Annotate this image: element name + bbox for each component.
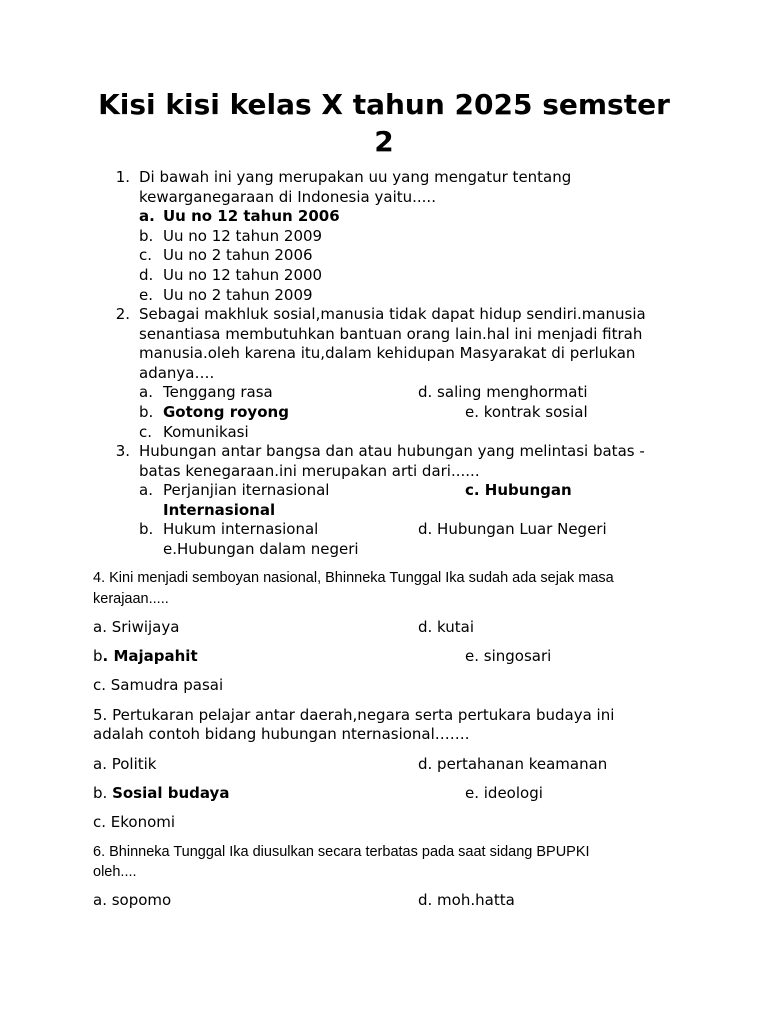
question-6-text-line-2: oleh.... [93, 864, 137, 880]
question-3-number: 3. [115, 442, 130, 460]
question-4-option-b-text: . Majapahit [102, 647, 198, 665]
question-2-option-b-letter: b. [139, 403, 154, 421]
question-2-option-c: Komunikasi [163, 423, 249, 441]
question-1-text-line-1: Di bawah ini yang merupakan uu yang mengatur tentang [139, 168, 572, 186]
question-6-text-line-1: 6. Bhinneka Tunggal Ika diusulkan secara terbatas pada saat sidang BPUPKI [93, 844, 590, 860]
question-1-option-a-letter: a. [139, 207, 155, 225]
question-3-option-d: d. Hubungan Luar Negeri [418, 520, 607, 538]
question-3-option-b-letter: b. [139, 520, 154, 538]
document-title [70, 86, 698, 160]
question-3-option-e: e.Hubungan dalam negeri [163, 540, 359, 558]
question-6-option-d: d. moh.hatta [418, 891, 515, 909]
question-4-option-e: e. singosari [465, 647, 552, 665]
question-1-option-c: Uu no 2 tahun 2006 [163, 246, 313, 264]
question-1-option-b-letter: b. [139, 227, 154, 245]
question-4-option-a: a. Sriwijaya [93, 618, 180, 636]
question-1-option-a: Uu no 12 tahun 2006 [163, 207, 340, 225]
question-1-option-b: Uu no 12 tahun 2009 [163, 227, 323, 245]
question-5-text-line-1: 5. Pertukaran pelajar antar daerah,negara serta pertukara budaya ini [93, 706, 615, 724]
question-3-text-line-1: Hubungan antar bangsa dan atau hubungan yang melintasi batas - [139, 442, 645, 460]
question-3-text-line-2: batas kenegaraan.ini merupakan arti dari...... [139, 462, 480, 480]
question-2-option-a-letter: a. [139, 383, 153, 401]
question-4-option-b-prefix: b [93, 647, 103, 665]
question-4-text-line-2: kerajaan..... [93, 591, 169, 607]
question-5-option-b-text: Sosial budaya [112, 784, 230, 802]
question-2-text-line-2: senantiasa membutuhkan bantuan orang lain.hal ini menjadi fitrah [139, 325, 643, 343]
question-2-number: 2. [115, 305, 130, 323]
question-2-option-d: d. saling menghormati [418, 383, 588, 401]
question-3-option-c-continued: Internasional [163, 501, 276, 519]
question-5-option-c: c. Ekonomi [93, 813, 176, 831]
question-1-option-e-letter: e. [139, 286, 153, 304]
question-5-option-e: e. ideologi [465, 784, 543, 802]
question-4-text-line-1: 4. Kini menjadi semboyan nasional, Bhinneka Tunggal Ika sudah ada sejak masa [93, 570, 614, 586]
question-5-option-d: d. pertahanan keamanan [418, 755, 608, 773]
question-5-option-b-prefix: b. [93, 784, 108, 802]
question-1-option-d-letter: d. [139, 266, 154, 284]
question-2-option-e: e. kontrak sosial [465, 403, 588, 421]
question-4-option-b [93, 646, 198, 666]
question-1-option-e: Uu no 2 tahun 2009 [163, 286, 313, 304]
question-2-text-line-1: Sebagai makhluk sosial,manusia tidak dapat hidup sendiri.manusia [139, 305, 646, 323]
question-3-option-b: Hukum internasional [163, 520, 319, 538]
question-3-option-a: Perjanjian iternasional [163, 481, 330, 499]
question-2-option-b: Gotong royong [163, 403, 289, 421]
question-1-option-c-letter: c. [139, 246, 153, 264]
question-6-option-a: a. sopomo [93, 891, 172, 909]
title-line-1: Kisi kisi kelas X tahun 2025 semster [98, 88, 670, 121]
question-2-option-a: Tenggang rasa [163, 383, 273, 401]
question-1-number: 1. [115, 168, 130, 186]
question-4-option-c: c. Samudra pasai [93, 676, 224, 694]
question-5-text-line-2: adalah contoh bidang hubungan nternasional……. [93, 725, 470, 743]
question-2-text-line-3: manusia.oleh karena itu,dalam kehidupan Masyarakat di perlukan [139, 344, 636, 362]
question-1-option-d: Uu no 12 tahun 2000 [163, 266, 323, 284]
question-2-option-c-letter: c. [139, 423, 153, 441]
question-4-option-d: d. kutai [418, 618, 475, 636]
title-line-2: 2 [374, 125, 394, 158]
question-1-text-line-2: kewarganegaraan di Indonesia yaitu..... [139, 188, 436, 206]
question-5-option-a: a. Politik [93, 755, 157, 773]
question-5-option-b [93, 783, 229, 803]
question-3-option-a-letter: a. [139, 481, 153, 499]
question-2-text-line-4: adanya…. [139, 364, 215, 382]
question-3-option-c: c. Hubungan [465, 481, 572, 499]
